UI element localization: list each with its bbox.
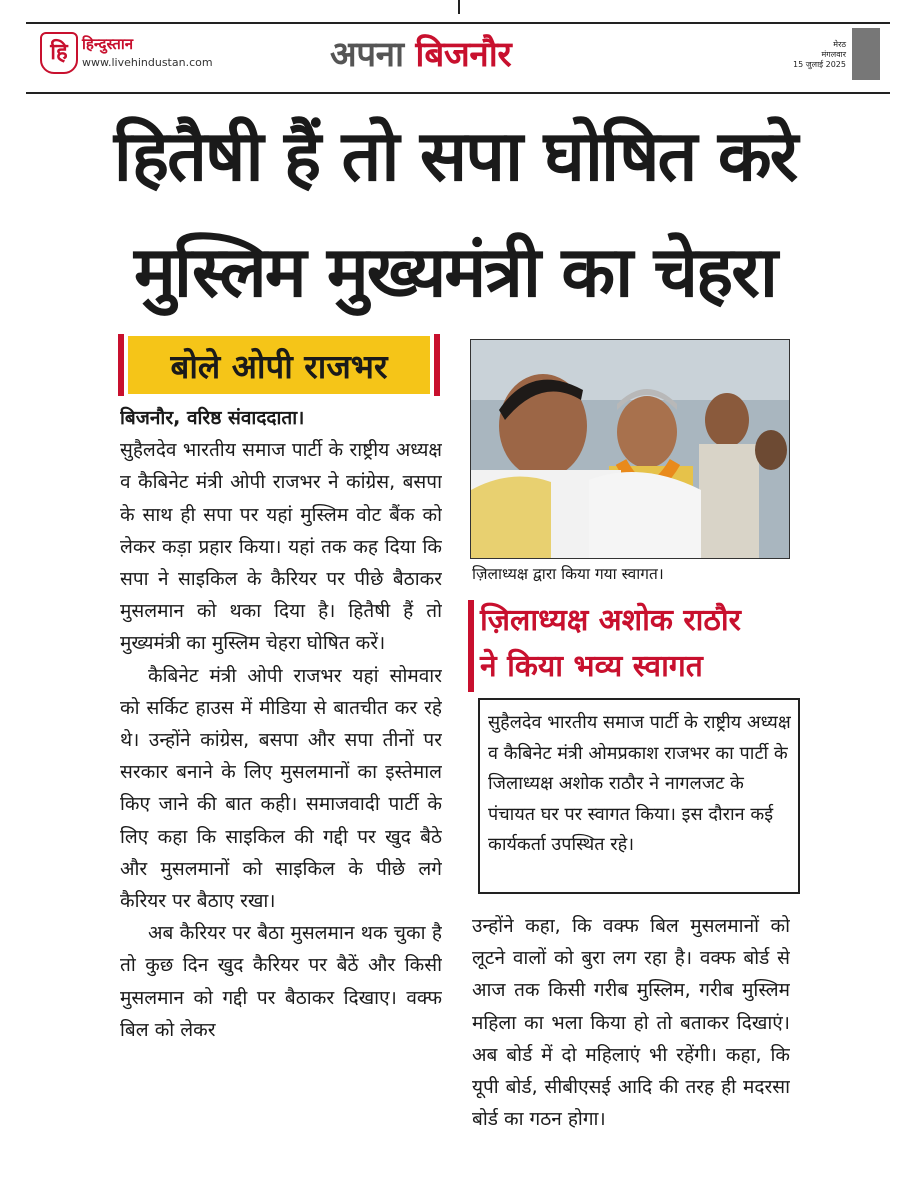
top-rule-divider bbox=[458, 0, 460, 14]
logo-glyph: हि bbox=[50, 40, 68, 65]
page-edge-tab bbox=[852, 28, 880, 80]
article-byline: बिजनौर, वरिष्ठ संवाददाता। bbox=[120, 407, 305, 429]
headline-line2: मुस्लिम मुख्यमंत्री का चेहरा bbox=[134, 231, 776, 313]
article-paragraph-1: सुहैलदेव भारतीय समाज पार्टी के राष्ट्रीय अध्यक्ष व कैबिनेट मंत्री ओपी राजभर ने कांग्रेस, बसपा के साथ ही सपा पर यहां मुस्लिम वोट बैंक को लेकर कड़ा प्रहार किया। यहां तक कह दिया कि सपा ने साइकिल के कैरियर पर पीछे बैठाकर मुसलमान को थका दिया है। हितैषी हैं तो मुख्यमंत्री का मुस्लिम चेहरा घोषित करें। bbox=[120, 439, 442, 655]
masthead-rule bbox=[26, 92, 890, 94]
section-title-part2: बिजनौर bbox=[415, 35, 512, 75]
brand-name: हिन्दुस्तान bbox=[82, 35, 134, 53]
hindustan-logo-icon bbox=[40, 32, 78, 74]
subhead-line2: ने किया भव्य स्वागत bbox=[480, 649, 703, 684]
subhead-line1: ज़िलाध्यक्ष अशोक राठौर bbox=[480, 603, 741, 638]
article-paragraph-2: कैबिनेट मंत्री ओपी राजभर यहां सोमवार को सर्किट हाउस में मीडिया से बातचीत कर रहे थे। उन्होंने कांग्रेस, बसपा और सपा तीनों पर सरकार बनाने के लिए मुसलमानों का इस्तेमाल किए जाने की बात कही। समाजवादी पार्टी के लिए कहा कि साइकिल की गद्दी पर खुद बैठे और मुसलमानों को साइकिल के पीछे लगे कैरियर पर बैठाए रखा। bbox=[120, 664, 442, 913]
photo-caption: ज़िलाध्यक्ष द्वारा किया गया स्वागत। bbox=[472, 565, 664, 583]
article-right-column bbox=[472, 910, 790, 1190]
dateline bbox=[770, 40, 846, 70]
headline-line1: हितैषी हैं तो सपा घोषित करे bbox=[113, 115, 797, 197]
section-title bbox=[330, 30, 511, 77]
sidebar-subhead bbox=[480, 598, 810, 690]
kicker-right-bar bbox=[434, 334, 440, 396]
photo-illustration bbox=[471, 340, 789, 558]
dateline-day: मंगलवार bbox=[821, 50, 846, 59]
brand-url: www.livehindustan.com bbox=[82, 56, 213, 69]
article-left-column bbox=[120, 402, 442, 1192]
main-headline bbox=[40, 98, 870, 330]
dateline-date: 15 जुलाई 2025 bbox=[793, 60, 846, 69]
article-paragraph-4: उन्होंने कहा, कि वक्फ बिल मुसलमानों को लूटने वालों को बुरा लग रहा है। वक्फ बोर्ड से आज तक किसी गरीब मुस्लिम, गरीब मुस्लिम महिला का भला किया हो तो बताकर दिखाएं। अब बोर्ड में दो महिलाएं भी रहेंगी। कहा, कि यूपी बोर्ड, सीबीएसई आदि की तरह ही मदरसा बोर्ड का गठन होगा। bbox=[472, 915, 790, 1131]
article-paragraph-3: अब कैरियर पर बैठा मुसलमान थक चुका है तो कुछ दिन खुद कैरियर पर बैठें और किसी मुसलमान को गद्दी पर बैठाकर दिखाए। वक्फ बिल को लेकर bbox=[120, 922, 442, 1041]
news-photo bbox=[470, 339, 790, 559]
sidebar-text: सुहैलदेव भारतीय समाज पार्टी के राष्ट्रीय अध्यक्ष व कैबिनेट मंत्री ओमप्रकाश राजभर का पार्टी के जिलाध्यक्ष अशोक राठौर ने नागलजट के पंचायत घर पर स्वागत किया। इस दौरान कई कार्यकर्ता उपस्थित रहे। bbox=[488, 712, 791, 856]
subhead-accent-bar bbox=[468, 600, 474, 692]
kicker-label: बोले ओपी राजभर bbox=[128, 336, 430, 394]
kicker-left-bar bbox=[118, 334, 124, 396]
top-rule bbox=[26, 0, 890, 24]
section-title-part1: अपना bbox=[330, 35, 404, 75]
dateline-city: मेरठ bbox=[833, 40, 846, 49]
